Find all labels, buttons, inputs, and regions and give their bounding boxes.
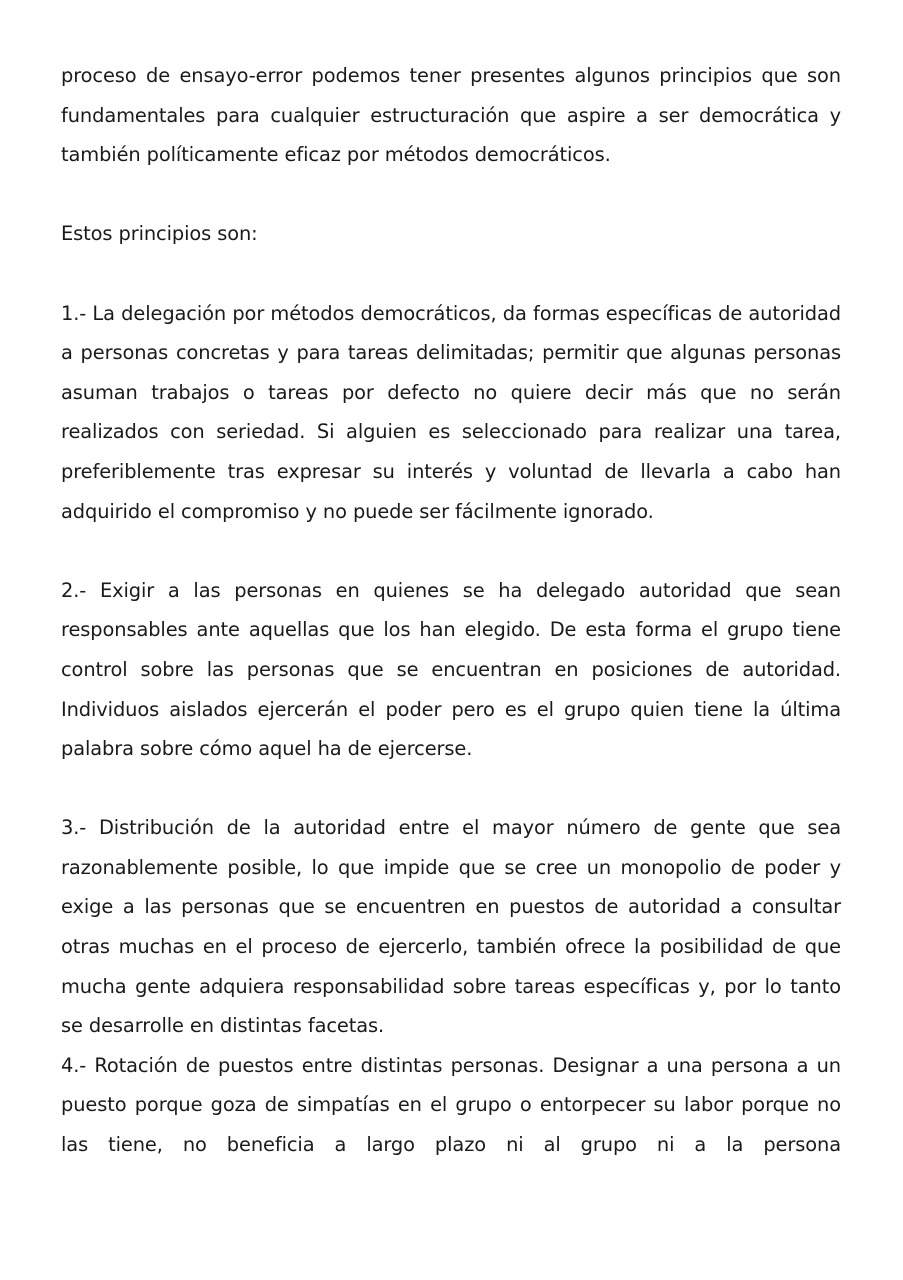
paragraph-lead: Estos principios son: — [61, 222, 258, 246]
paragraph-principle-4: 4.- Rotación de puestos entre distintas personas. Designar a una persona a un puesto porque goza de simpatías en el grupo o entorpecer su labor porque no las tiene, no beneficia a largo plazo ni al grupo ni a la persona — [61, 1053, 841, 1157]
paragraph-spacer — [61, 531, 841, 571]
paragraph-intro: proceso de ensayo-error podemos tener presentes algunos principios que son fundamentales para cualquier estructuración que aspire a ser democrática y también políticamente eficaz por métodos democráticos. — [61, 64, 841, 167]
paragraph-principle-2: 2.- Exigir a las personas en quienes se ha delegado autoridad que sean responsables ante aquellas que los han elegido. De esta forma el grupo tiene control sobre las personas que se encuentran en posiciones de autoridad. Individuos aislados ejercerán el poder pero es el grupo quien tiene la última palabra sobre cómo aquel ha de ejercerse. — [61, 578, 841, 761]
paragraph-spacer — [61, 769, 841, 809]
paragraph-spacer — [61, 254, 841, 294]
document-page — [61, 56, 841, 1165]
paragraph-principle-1: 1.- La delegación por métodos democráticos, da formas específicas de autoridad a personas concretas y para tareas delimitadas; permitir que algunas personas asuman trabajos o tareas por defecto no quiere decir más que no serán realizados con seriedad. Si alguien es seleccionado para realizar una tarea, preferiblemente tras expresar su interés y voluntad de llevarla a cabo han adquirido el compromiso y no puede ser fácilmente ignorado. — [61, 301, 841, 523]
paragraph-principle-3: 3.- Distribución de la autoridad entre el mayor número de gente que sea razonablemente posible, lo que impide que se cree un monopolio de poder y exige a las personas que se encuentren en puestos de autoridad a consultar otras muchas en el proceso de ejercerlo, también ofrece la posibilidad de que mucha gente adquiera responsabilidad sobre tareas específicas y, por lo tanto se desarrolle en distintas facetas. — [61, 816, 841, 1038]
paragraph-spacer — [61, 175, 841, 215]
